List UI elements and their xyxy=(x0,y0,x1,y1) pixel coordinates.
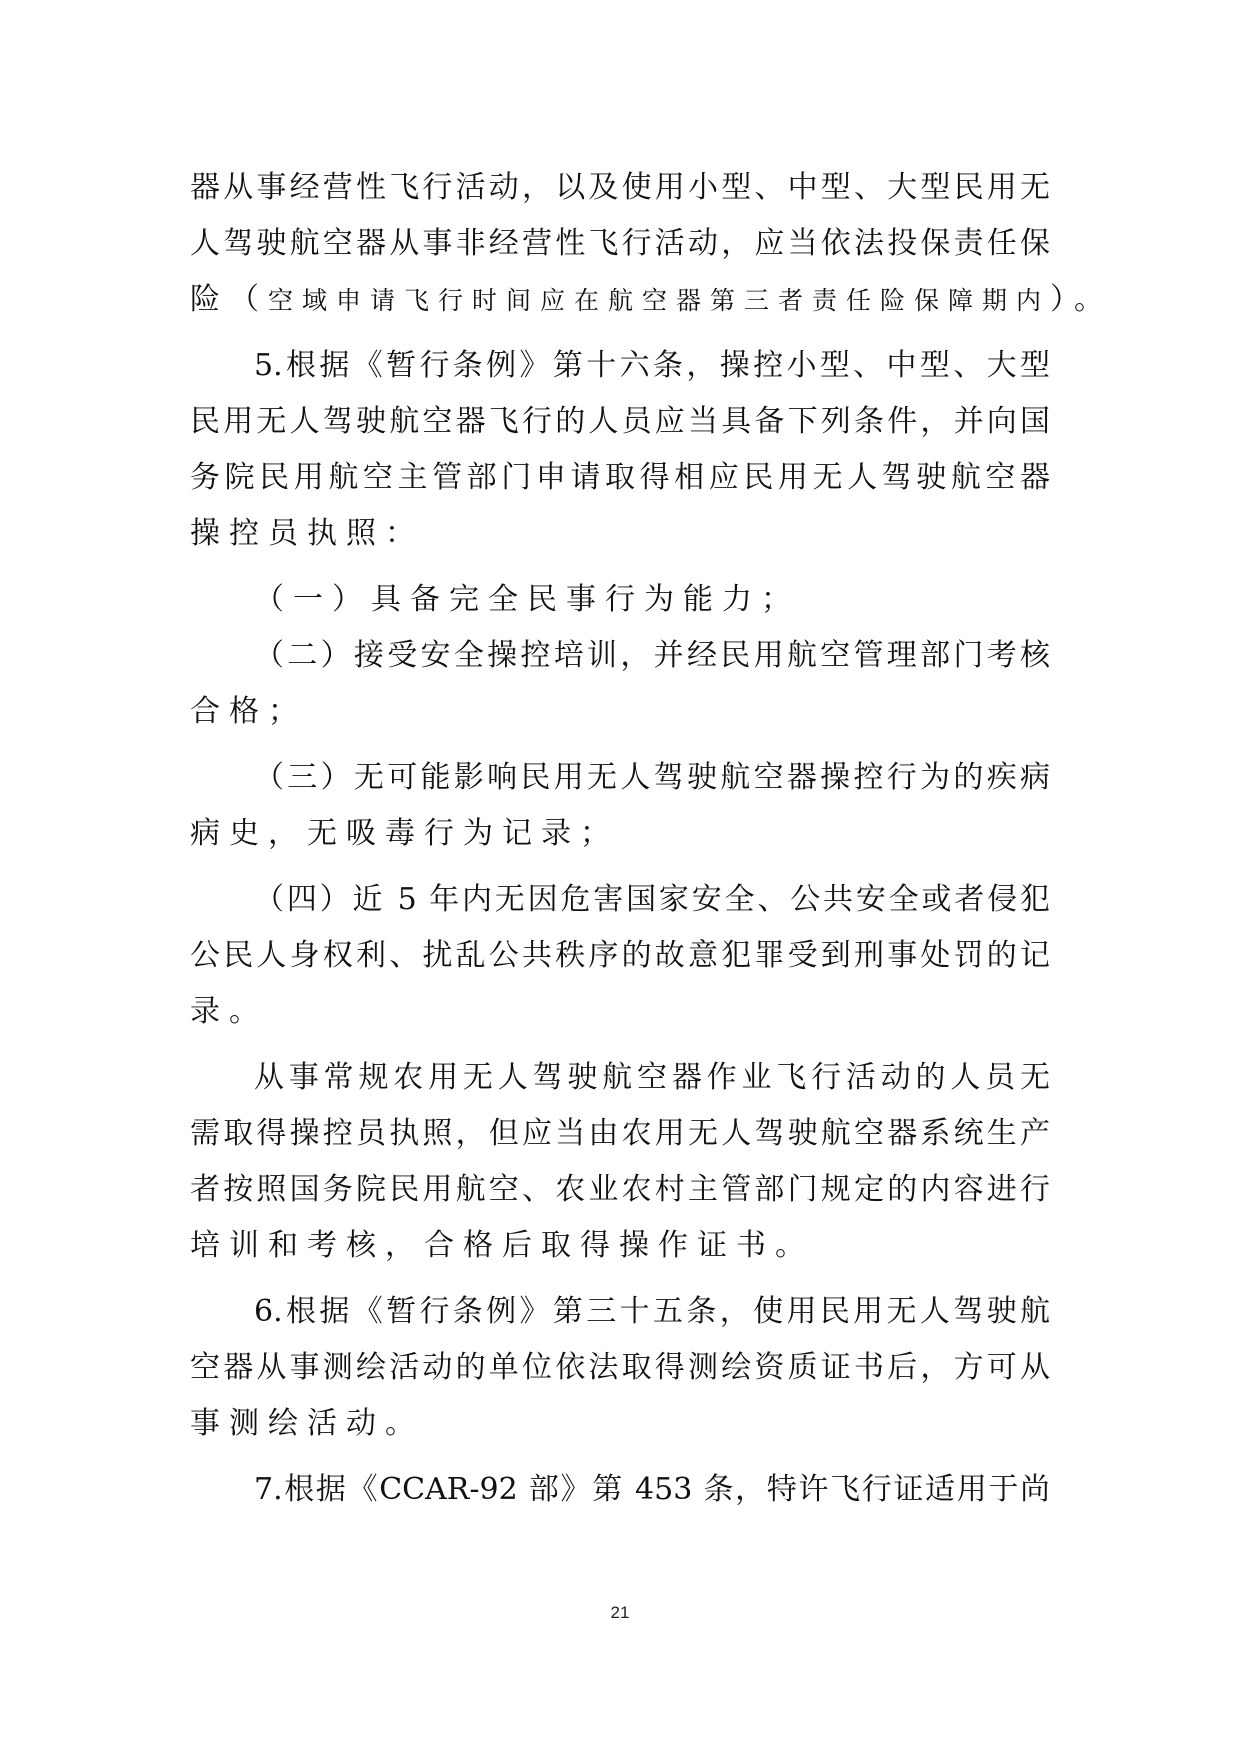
text-line: 民用无人驾驶航空器飞行的人员应当具备下列条件，并向国 xyxy=(190,404,1050,439)
text-line: 空器从事测绘活动的单位依法取得测绘资质证书后，方可从 xyxy=(190,1350,1050,1385)
text-line: 操控员执照： xyxy=(190,516,424,551)
text-line: 病史，无吸毒行为记录； xyxy=(190,816,619,851)
list-item-4: （四）近 5 年内无因危害国家安全、公共安全或者侵犯 xyxy=(254,882,1050,917)
text-line: 合格； xyxy=(190,694,307,729)
text-line: 培训和考核，合格后取得操作证书。 xyxy=(190,1228,814,1263)
paragraph-agri-first-line: 从事常规农用无人驾驶航空器作业飞行活动的人员无 xyxy=(254,1060,1050,1095)
text-line: 人驾驶航空器从事非经营性飞行活动，应当依法投保责任保 xyxy=(190,226,1050,261)
paragraph-7-first-line: 7.根据《CCAR-92 部》第 453 条，特许飞行证适用于尚 xyxy=(254,1472,1050,1507)
text-line: 需取得操控员执照，但应当由农用无人驾驶航空器系统生产 xyxy=(190,1116,1050,1151)
text-line xyxy=(190,272,1114,328)
text-fragment: 险（ xyxy=(190,282,268,317)
paragraph-6-first-line: 6.根据《暂行条例》第三十五条，使用民用无人驾驶航 xyxy=(254,1294,1050,1329)
text-line: 器从事经营性飞行活动，以及使用小型、中型、大型民用无 xyxy=(190,170,1050,205)
list-item-3: （三）无可能影响民用无人驾驶航空器操控行为的疾病 xyxy=(254,760,1050,795)
text-line: 事测绘活动。 xyxy=(190,1406,424,1441)
text-line: 录。 xyxy=(190,994,268,1029)
text-line: 者按照国务院民用航空、农业农村主管部门规定的内容进行 xyxy=(190,1172,1050,1207)
page-number: 21 xyxy=(610,1603,630,1622)
text-fragment: ）。 xyxy=(1050,282,1114,317)
list-item-2: （二）接受安全操控培训，并经民用航空管理部门考核 xyxy=(254,638,1050,673)
list-item-1: （一）具备完全民事行为能力； xyxy=(254,582,800,617)
paragraph-5-first-line: 5.根据《暂行条例》第十六条，操控小型、中型、大型 xyxy=(254,348,1050,383)
text-line: 公民人身权利、扰乱公共秩序的故意犯罪受到刑事处罚的记 xyxy=(190,938,1050,973)
text-line: 务院民用航空主管部门申请取得相应民用无人驾驶航空器 xyxy=(190,460,1050,495)
parenthetical-note: 空域申请飞行时间应在航空器第三者责任险保障期内 xyxy=(268,286,1051,315)
